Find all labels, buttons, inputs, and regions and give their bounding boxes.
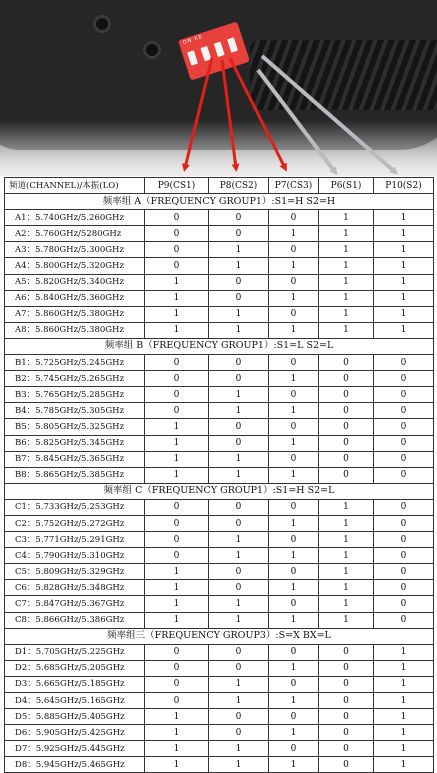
pin-value-cell: 1 <box>269 515 319 531</box>
pin-value-cell: 0 <box>319 741 374 757</box>
pin-value-cell: 0 <box>374 596 434 612</box>
pin-value-cell: 0 <box>319 435 374 451</box>
pin-value-cell: 1 <box>374 676 434 692</box>
pin-value-cell: 1 <box>269 435 319 451</box>
pin-value-cell: 1 <box>374 210 434 226</box>
pin-value-cell: 0 <box>145 210 209 226</box>
channel-cell: B3：5.765GHz/5.285GHz <box>5 387 145 403</box>
table-row <box>5 306 434 322</box>
pin-value-cell: 0 <box>269 451 319 467</box>
pin-value-cell: 0 <box>319 644 374 660</box>
pin-value-cell: 1 <box>374 709 434 725</box>
channel-cell: D7：5.925GHz/5.445GHz <box>5 741 145 757</box>
table-row <box>5 612 434 628</box>
pin-value-cell: 0 <box>209 580 269 596</box>
group-header-row <box>5 628 434 644</box>
group-title: 频率组三（FREQUENCY GROUP3）:S=X BX=L <box>5 628 434 644</box>
pin-value-cell: 1 <box>269 467 319 483</box>
pin-value-cell: 0 <box>319 676 374 692</box>
pin-value-cell: 0 <box>145 403 209 419</box>
table-row <box>5 419 434 435</box>
channel-cell: D1：5.705GHz/5.225GHz <box>5 644 145 660</box>
pin-value-cell: 0 <box>209 435 269 451</box>
pin-value-cell: 1 <box>145 564 209 580</box>
pin-value-cell: 0 <box>374 403 434 419</box>
channel-cell: B2：5.745GHz/5.265GHz <box>5 371 145 387</box>
pin-value-cell: 0 <box>374 355 434 371</box>
channel-cell: C1：5.733GHz/5.253GHz <box>5 499 145 515</box>
pin-value-cell: 1 <box>145 725 209 741</box>
pin-value-cell: 1 <box>209 612 269 628</box>
channel-cell: A3：5.780GHz/5.300GHz <box>5 242 145 258</box>
table-row <box>5 387 434 403</box>
pin-value-cell: 0 <box>319 403 374 419</box>
table-row <box>5 467 434 483</box>
table-row <box>5 532 434 548</box>
pin-value-cell: 1 <box>374 322 434 338</box>
pin-value-cell: 0 <box>145 532 209 548</box>
pin-value-cell: 1 <box>145 274 209 290</box>
pin-value-cell: 1 <box>209 258 269 274</box>
pin-value-cell: 1 <box>319 258 374 274</box>
pin-value-cell: 1 <box>145 580 209 596</box>
table-row <box>5 515 434 531</box>
pin-value-cell: 1 <box>374 725 434 741</box>
pin-value-cell: 0 <box>319 660 374 676</box>
pin-value-cell: 0 <box>269 741 319 757</box>
pin-value-cell: 0 <box>374 532 434 548</box>
group-header-row <box>5 338 434 354</box>
pin-value-cell: 1 <box>145 290 209 306</box>
pin-value-cell: 1 <box>319 564 374 580</box>
pin-value-cell: 0 <box>374 419 434 435</box>
table-row <box>5 499 434 515</box>
pin-value-cell: 0 <box>269 499 319 515</box>
channel-cell: B4：5.785GHz/5.305GHz <box>5 403 145 419</box>
pin-value-cell: 1 <box>145 741 209 757</box>
table-header-row <box>5 178 434 194</box>
channel-cell: A1：5.740GHz/5.260GHz <box>5 210 145 226</box>
pin-value-cell: 0 <box>269 532 319 548</box>
pin-value-cell: 0 <box>209 515 269 531</box>
table-row <box>5 258 434 274</box>
channel-cell: D4：5.645GHz/5.165GHz <box>5 693 145 709</box>
pin-value-cell: 1 <box>319 532 374 548</box>
pin-value-cell: 1 <box>209 741 269 757</box>
screw-hole <box>96 18 108 30</box>
pin-value-cell: 1 <box>319 226 374 242</box>
channel-cell: D3：5.665GHz/5.185GHz <box>5 676 145 692</box>
pin-value-cell: 0 <box>209 709 269 725</box>
pin-value-cell: 1 <box>374 693 434 709</box>
pin-value-cell: 0 <box>145 499 209 515</box>
pin-value-cell: 0 <box>319 693 374 709</box>
table-row <box>5 580 434 596</box>
pin-value-cell: 0 <box>374 435 434 451</box>
pin-value-cell: 0 <box>374 387 434 403</box>
header-p7: P7(CS3) <box>269 178 319 194</box>
table-row <box>5 564 434 580</box>
pin-value-cell: 0 <box>209 419 269 435</box>
pin-value-cell: 1 <box>209 693 269 709</box>
header-p10: P10(S2) <box>374 178 434 194</box>
table-row <box>5 226 434 242</box>
pin-value-cell: 1 <box>374 290 434 306</box>
dip-switch-lever <box>214 42 225 57</box>
table-row <box>5 355 434 371</box>
pin-value-cell: 0 <box>374 612 434 628</box>
pin-value-cell: 1 <box>209 387 269 403</box>
pin-value-cell: 0 <box>145 644 209 660</box>
pin-value-cell: 1 <box>269 290 319 306</box>
dip-switch-lever <box>187 50 198 65</box>
pin-value-cell: 1 <box>145 322 209 338</box>
channel-cell: D5：5.885GHz/5.405GHz <box>5 709 145 725</box>
pin-value-cell: 1 <box>269 258 319 274</box>
pin-value-cell: 0 <box>145 515 209 531</box>
channel-cell: D6：5.905GHz/5.425GHz <box>5 725 145 741</box>
channel-cell: A5：5.820GHz/5.340GHz <box>5 274 145 290</box>
channel-cell: C6：5.828GHz/5.348GHz <box>5 580 145 596</box>
dip-switch-lever <box>227 37 238 52</box>
pin-value-cell: 1 <box>269 660 319 676</box>
pin-value-cell: 0 <box>209 290 269 306</box>
pin-value-cell: 1 <box>374 242 434 258</box>
table-row <box>5 676 434 692</box>
group-title: 频率组 B（FREQUENCY GROUP1）:S1=L S2=L <box>5 338 434 354</box>
pin-value-cell: 0 <box>145 242 209 258</box>
pin-value-cell: 0 <box>374 499 434 515</box>
pin-value-cell: 1 <box>145 419 209 435</box>
pin-value-cell: 1 <box>319 274 374 290</box>
channel-cell: C2：5.752GHz/5.272GHz <box>5 515 145 531</box>
pin-value-cell: 0 <box>319 467 374 483</box>
pin-value-cell: 1 <box>319 242 374 258</box>
pin-value-cell: 0 <box>269 274 319 290</box>
pin-value-cell: 0 <box>269 709 319 725</box>
pin-value-cell: 1 <box>374 306 434 322</box>
pin-value-cell: 1 <box>269 548 319 564</box>
pin-value-cell: 0 <box>319 387 374 403</box>
channel-cell: C5：5.809GHz/5.329GHz <box>5 564 145 580</box>
heatsink-ridges <box>250 40 437 110</box>
pin-value-cell: 1 <box>319 210 374 226</box>
pin-value-cell: 0 <box>374 548 434 564</box>
pin-value-cell: 1 <box>145 757 209 773</box>
pin-value-cell: 0 <box>269 355 319 371</box>
pin-value-cell: 0 <box>145 660 209 676</box>
table-row <box>5 709 434 725</box>
pin-value-cell: 1 <box>374 258 434 274</box>
channel-cell: A6：5.840GHz/5.360GHz <box>5 290 145 306</box>
pin-value-cell: 1 <box>209 596 269 612</box>
pin-value-cell: 0 <box>269 210 319 226</box>
pin-value-cell: 0 <box>319 725 374 741</box>
pin-value-cell: 0 <box>145 371 209 387</box>
pin-value-cell: 1 <box>209 306 269 322</box>
pin-value-cell: 1 <box>269 371 319 387</box>
table-row <box>5 322 434 338</box>
table-row <box>5 435 434 451</box>
group-title: 频率组 A（FREQUENCY GROUP1）:S1=H S2=H <box>5 194 434 210</box>
channel-cell: A7：5.860GHz/5.380GHz <box>5 306 145 322</box>
pin-value-cell: 0 <box>269 564 319 580</box>
screw-hole <box>146 44 158 56</box>
pin-value-cell: 0 <box>145 676 209 692</box>
header-channel: 频道(CHANNEL)/本振(LO) <box>5 178 145 194</box>
group-header-row <box>5 194 434 210</box>
pin-value-cell: 1 <box>374 274 434 290</box>
table-body <box>5 194 434 773</box>
channel-cell: B6：5.825GHz/5.345GHz <box>5 435 145 451</box>
pin-value-cell: 0 <box>145 693 209 709</box>
pin-value-cell: 0 <box>319 757 374 773</box>
pin-value-cell: 1 <box>319 290 374 306</box>
table-row <box>5 757 434 773</box>
pin-value-cell: 1 <box>145 596 209 612</box>
pin-value-cell: 0 <box>374 564 434 580</box>
table-row <box>5 741 434 757</box>
pin-value-cell: 0 <box>209 499 269 515</box>
pin-value-cell: 1 <box>145 467 209 483</box>
table-row <box>5 596 434 612</box>
pin-value-cell: 0 <box>319 371 374 387</box>
table-row <box>5 274 434 290</box>
pin-value-cell: 0 <box>374 580 434 596</box>
channel-cell: C3：5.771GHz/5.291GHz <box>5 532 145 548</box>
table-row <box>5 644 434 660</box>
pin-value-cell: 1 <box>269 403 319 419</box>
pin-value-cell: 1 <box>145 306 209 322</box>
header-p8: P8(CS2) <box>209 178 269 194</box>
channel-cell: A2：5.760GHz/5280GHz <box>5 226 145 242</box>
dip-switch-label: ON KE <box>182 33 204 47</box>
pin-value-cell: 0 <box>145 355 209 371</box>
table-row <box>5 693 434 709</box>
channel-cell: D2：5.685GHz/5.205GHz <box>5 660 145 676</box>
table-row <box>5 210 434 226</box>
pin-value-cell: 0 <box>209 660 269 676</box>
pin-value-cell: 1 <box>209 532 269 548</box>
pin-value-cell: 1 <box>269 580 319 596</box>
pin-value-cell: 0 <box>269 387 319 403</box>
pin-value-cell: 1 <box>269 322 319 338</box>
pin-value-cell: 1 <box>209 467 269 483</box>
channel-cell: A4：5.800GHz/5.320GHz <box>5 258 145 274</box>
channel-cell: B5：5.805GHz/5.325GHz <box>5 419 145 435</box>
pin-value-cell: 1 <box>319 322 374 338</box>
table-row <box>5 242 434 258</box>
pin-value-cell: 1 <box>269 612 319 628</box>
channel-cell: A8：5.860GHz/5.380GHz <box>5 322 145 338</box>
pin-value-cell: 0 <box>209 644 269 660</box>
header-p6: P6(S1) <box>319 178 374 194</box>
frequency-table <box>4 177 434 773</box>
pin-value-cell: 1 <box>269 757 319 773</box>
group-title: 频率组 C（FREQUENCY GROUP1）:S1=H S2=L <box>5 483 434 499</box>
pin-value-cell: 0 <box>209 355 269 371</box>
pin-value-cell: 0 <box>269 676 319 692</box>
pin-value-cell: 0 <box>319 419 374 435</box>
pin-value-cell: 1 <box>209 403 269 419</box>
channel-cell: B1：5.725GHz/5.245GHz <box>5 355 145 371</box>
pin-value-cell: 0 <box>145 258 209 274</box>
channel-cell: C4：5.790GHz/5.310GHz <box>5 548 145 564</box>
pin-value-cell: 0 <box>209 564 269 580</box>
table-row <box>5 290 434 306</box>
table-row <box>5 660 434 676</box>
pin-value-cell: 1 <box>374 741 434 757</box>
pin-value-cell: 1 <box>145 709 209 725</box>
pin-value-cell: 1 <box>374 644 434 660</box>
table-row <box>5 451 434 467</box>
channel-cell: B7：5.845GHz/5.365GHz <box>5 451 145 467</box>
channel-cell: C8：5.866GHz/5.386GHz <box>5 612 145 628</box>
pin-value-cell: 1 <box>319 306 374 322</box>
pin-value-cell: 1 <box>319 596 374 612</box>
pin-value-cell: 1 <box>269 226 319 242</box>
pin-value-cell: 0 <box>209 371 269 387</box>
group-header-row <box>5 483 434 499</box>
pin-value-cell: 0 <box>209 274 269 290</box>
pin-value-cell: 1 <box>145 451 209 467</box>
pin-value-cell: 0 <box>319 451 374 467</box>
table-row <box>5 548 434 564</box>
header-p9: P9(CS1) <box>145 178 209 194</box>
pin-value-cell: 1 <box>319 515 374 531</box>
pin-value-cell: 1 <box>269 725 319 741</box>
pin-value-cell: 0 <box>209 725 269 741</box>
pin-value-cell: 1 <box>209 757 269 773</box>
pin-value-cell: 0 <box>145 548 209 564</box>
pin-value-cell: 1 <box>209 322 269 338</box>
pin-value-cell: 0 <box>145 387 209 403</box>
pin-value-cell: 1 <box>209 676 269 692</box>
pin-value-cell: 1 <box>269 693 319 709</box>
pin-value-cell: 1 <box>209 451 269 467</box>
table-row <box>5 403 434 419</box>
pin-value-cell: 1 <box>319 612 374 628</box>
pin-value-cell: 0 <box>269 242 319 258</box>
pin-value-cell: 0 <box>269 596 319 612</box>
pin-value-cell: 0 <box>319 709 374 725</box>
pin-value-cell: 0 <box>269 306 319 322</box>
channel-cell: B8：5.865GHz/5.385GHz <box>5 467 145 483</box>
channel-cell: D8：5.945GHz/5.465GHz <box>5 757 145 773</box>
pin-value-cell: 1 <box>374 226 434 242</box>
pin-value-cell: 1 <box>319 548 374 564</box>
pin-value-cell: 1 <box>145 435 209 451</box>
pin-value-cell: 0 <box>374 467 434 483</box>
pin-value-cell: 0 <box>269 419 319 435</box>
pin-value-cell: 0 <box>374 515 434 531</box>
pin-value-cell: 0 <box>145 226 209 242</box>
pin-value-cell: 1 <box>209 548 269 564</box>
pin-value-cell: 0 <box>269 644 319 660</box>
pin-value-cell: 0 <box>209 226 269 242</box>
pin-value-cell: 1 <box>374 660 434 676</box>
pin-value-cell: 0 <box>209 210 269 226</box>
pin-value-cell: 1 <box>209 242 269 258</box>
dip-switch-lever <box>200 46 211 61</box>
pin-value-cell: 1 <box>145 612 209 628</box>
table-row <box>5 725 434 741</box>
pin-value-cell: 0 <box>319 355 374 371</box>
device-photo <box>0 0 437 176</box>
photo-highlight <box>0 120 437 176</box>
pin-value-cell: 1 <box>319 580 374 596</box>
pin-value-cell: 1 <box>374 757 434 773</box>
pin-value-cell: 1 <box>319 499 374 515</box>
channel-cell: C7：5.847GHz/5.367GHz <box>5 596 145 612</box>
pin-value-cell: 0 <box>374 371 434 387</box>
pin-value-cell: 0 <box>374 451 434 467</box>
table-row <box>5 371 434 387</box>
